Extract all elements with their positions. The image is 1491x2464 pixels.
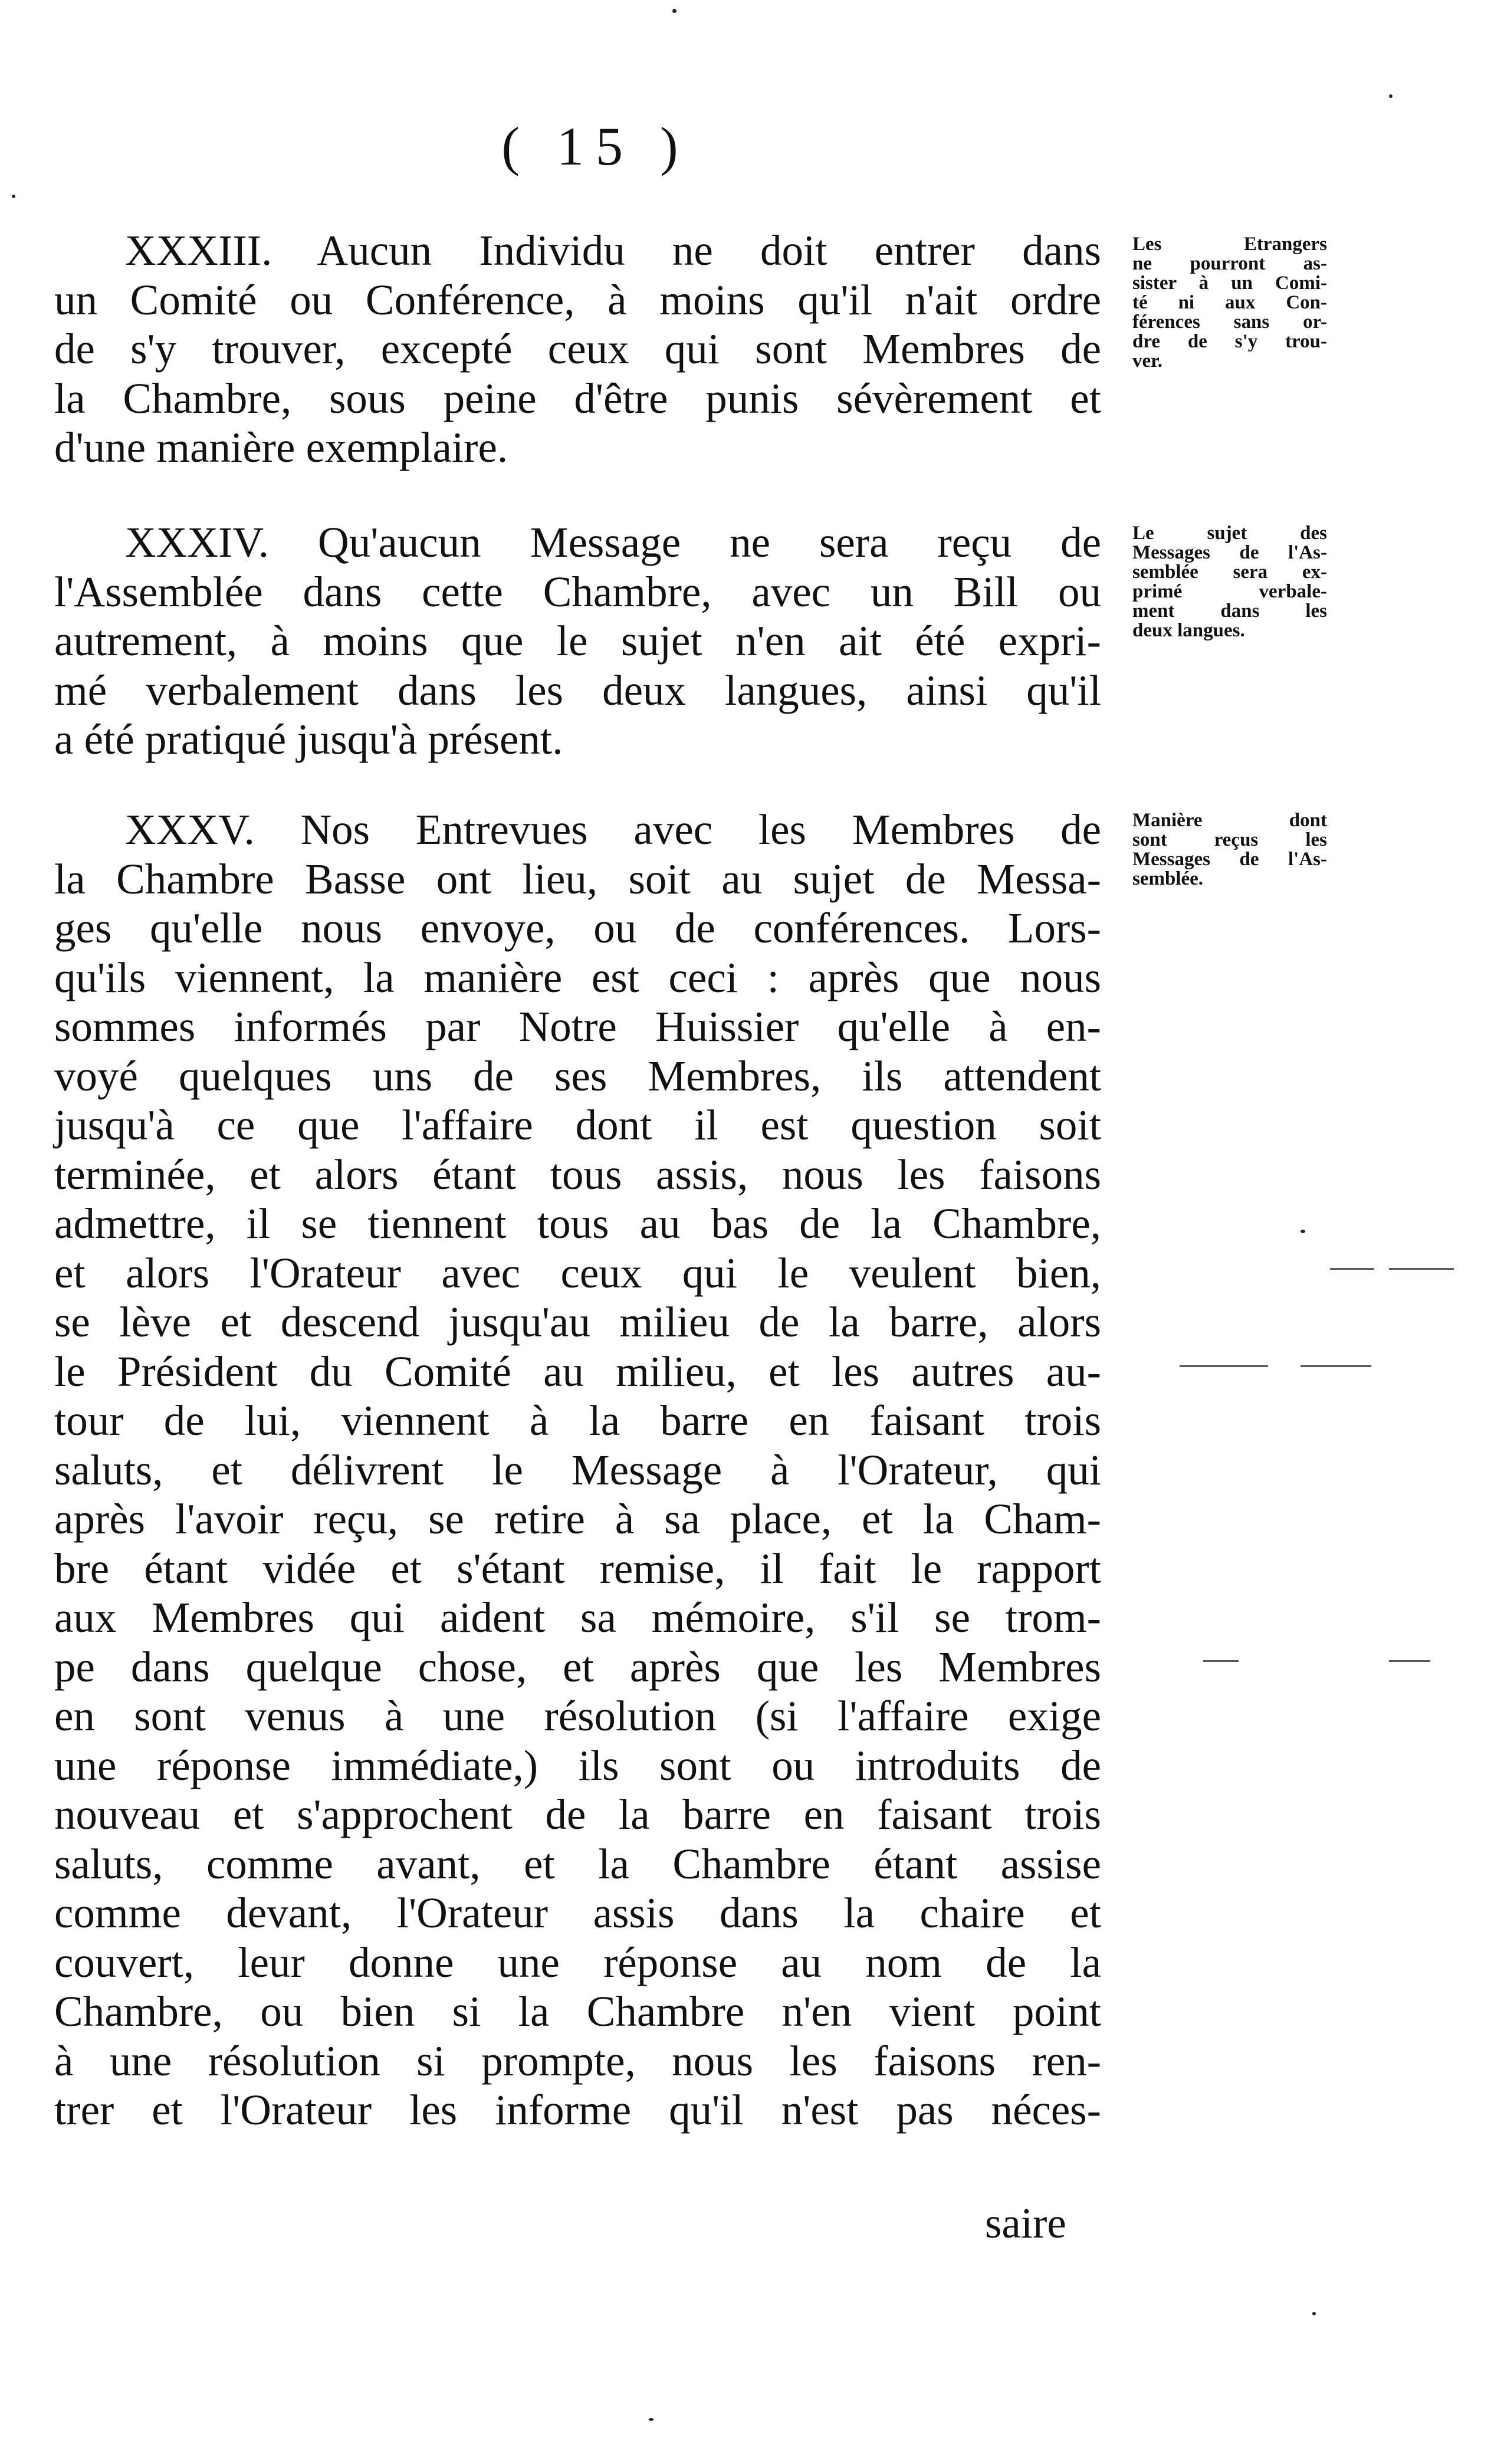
page-number: ( 15 )	[501, 116, 690, 176]
scan-speck	[672, 9, 676, 13]
text-line: jusqu'à ce que l'affaire dont il est question soit	[54, 1101, 1101, 1149]
margin-note-line: Messages de l'As-	[1132, 542, 1327, 563]
scan-speck	[1312, 2312, 1316, 2315]
article-xxxiii	[54, 226, 1101, 472]
text-line: tour de lui, viennent à la barre en faisant trois	[54, 1397, 1101, 1444]
text-line: saluts, et délivrent le Message à l'Orateur, qui	[54, 1445, 1101, 1494]
text-line: aux Membres qui aident sa mémoire, s'il se trom-	[54, 1594, 1101, 1641]
text-line: trer et l'Orateur les informe qu'il n'est pas néces-	[54, 2086, 1101, 2134]
margin-note-line: dre de s'y trou-	[1132, 331, 1327, 352]
text-line: qu'ils viennent, la manière est ceci : après que nous	[54, 953, 1101, 1001]
margin-note-line: ne pourront as-	[1132, 253, 1327, 274]
text-line: à une résolution si prompte, nous les faisons ren-	[54, 2036, 1101, 2085]
article-xxxiv	[54, 518, 1101, 764]
text-line: la Chambre, sous peine d'être punis sévèrement et	[54, 374, 1101, 422]
text-line: se lève et descend jusqu'au milieu de la barre, alors	[54, 1298, 1101, 1346]
scan-dash	[1203, 1660, 1239, 1662]
margin-note-line: Le sujet des	[1132, 523, 1327, 544]
scan-dash	[1389, 1660, 1430, 1662]
margin-note-line: semblée sera ex-	[1132, 561, 1327, 583]
text-line: admettre, il se tiennent tous au bas de la Chambre,	[54, 1200, 1101, 1247]
margin-note-line: Messages de l'As-	[1132, 849, 1327, 870]
scan-dash	[1300, 1365, 1371, 1367]
text-line: ges qu'elle nous envoye, ou de conférences. Lors-	[54, 904, 1101, 952]
scan-speck	[649, 2418, 653, 2421]
text-line: et alors l'Orateur avec ceux qui le veulent bien,	[54, 1249, 1101, 1297]
margin-note-line: ment dans les	[1132, 600, 1327, 622]
text-line: comme devant, l'Orateur assis dans la chaire et	[54, 1889, 1101, 1937]
text-line: la Chambre Basse ont lieu, soit au sujet de Messa-	[54, 855, 1101, 903]
scan-speck	[1389, 94, 1393, 98]
scan-dash	[1330, 1268, 1374, 1270]
margin-note-line: Manière dont	[1132, 810, 1327, 831]
margin-note-xxxiii	[1132, 235, 1327, 371]
text-line: un Comité ou Conférence, à moins qu'il n'ait ordre	[54, 275, 1101, 324]
margin-note-line: sont reçus les	[1132, 829, 1327, 850]
text-line: nouveau et s'approchent de la barre en faisant trois	[54, 1790, 1101, 1838]
text-line: XXXIV. Qu'aucun Message ne sera reçu de	[125, 518, 1101, 566]
text-line: sommes informés par Notre Huissier qu'elle à en-	[54, 1003, 1101, 1050]
text-line: de s'y trouver, excepté ceux qui sont Membres de	[54, 325, 1101, 373]
margin-note-xxxv	[1132, 811, 1327, 889]
text-line: XXXIII. Aucun Individu ne doit entrer dans	[125, 226, 1101, 274]
text-line: après l'avoir reçu, se retire à sa place, et la Cham-	[54, 1495, 1101, 1543]
margin-note-line: férences sans or-	[1132, 311, 1327, 333]
margin-note-line: ver.	[1132, 350, 1163, 372]
margin-note-line: Les Etrangers	[1132, 234, 1327, 255]
text-line: voyé quelques uns de ses Membres, ils attendent	[54, 1052, 1101, 1100]
scan-speck	[1300, 1230, 1305, 1233]
margin-note-line: deux langues.	[1132, 620, 1245, 641]
text-line: terminée, et alors étant tous assis, nous les faisons	[54, 1150, 1101, 1198]
text-line: en sont venus à une résolution (si l'affaire exige	[54, 1692, 1101, 1740]
text-line: saluts, comme avant, et la Chambre étant assise	[54, 1839, 1101, 1888]
text-line: l'Assemblée dans cette Chambre, avec un Bill ou	[54, 567, 1101, 616]
text-line: Chambre, ou bien si la Chambre n'en vient point	[54, 1987, 1101, 2035]
scan-dash	[1180, 1365, 1268, 1367]
text-line: d'une manière exemplaire.	[54, 423, 508, 471]
margin-note-line: té ni aux Con-	[1132, 292, 1327, 313]
text-line: mé verbalement dans les deux langues, ainsi qu'il	[54, 666, 1101, 714]
article-xxxv	[54, 805, 1101, 2135]
margin-note-xxxiv	[1132, 524, 1327, 640]
text-line: le Président du Comité au milieu, et les autres au-	[54, 1347, 1101, 1395]
text-line: a été pratiqué jusqu'à présent.	[54, 715, 563, 763]
text-line: pe dans quelque chose, et après que les Membres	[54, 1642, 1101, 1691]
text-line: bre étant vidée et s'étant remise, il fait le rapport	[54, 1544, 1101, 1592]
text-line: une réponse immédiate,) ils sont ou introduits de	[54, 1741, 1101, 1789]
text-line: XXXV. Nos Entrevues avec les Membres de	[125, 806, 1101, 853]
scan-dash	[1389, 1268, 1454, 1270]
catchword: saire	[985, 2199, 1066, 2247]
text-line: couvert, leur donne une réponse au nom de la	[54, 1938, 1101, 1986]
text-line: autrement, à moins que le sujet n'en ait été expri-	[54, 617, 1101, 665]
margin-note-line: sister à un Comi-	[1132, 272, 1327, 294]
scan-speck	[12, 195, 15, 198]
margin-note-line: primé verbale-	[1132, 581, 1327, 602]
margin-note-line: semblée.	[1132, 868, 1204, 889]
